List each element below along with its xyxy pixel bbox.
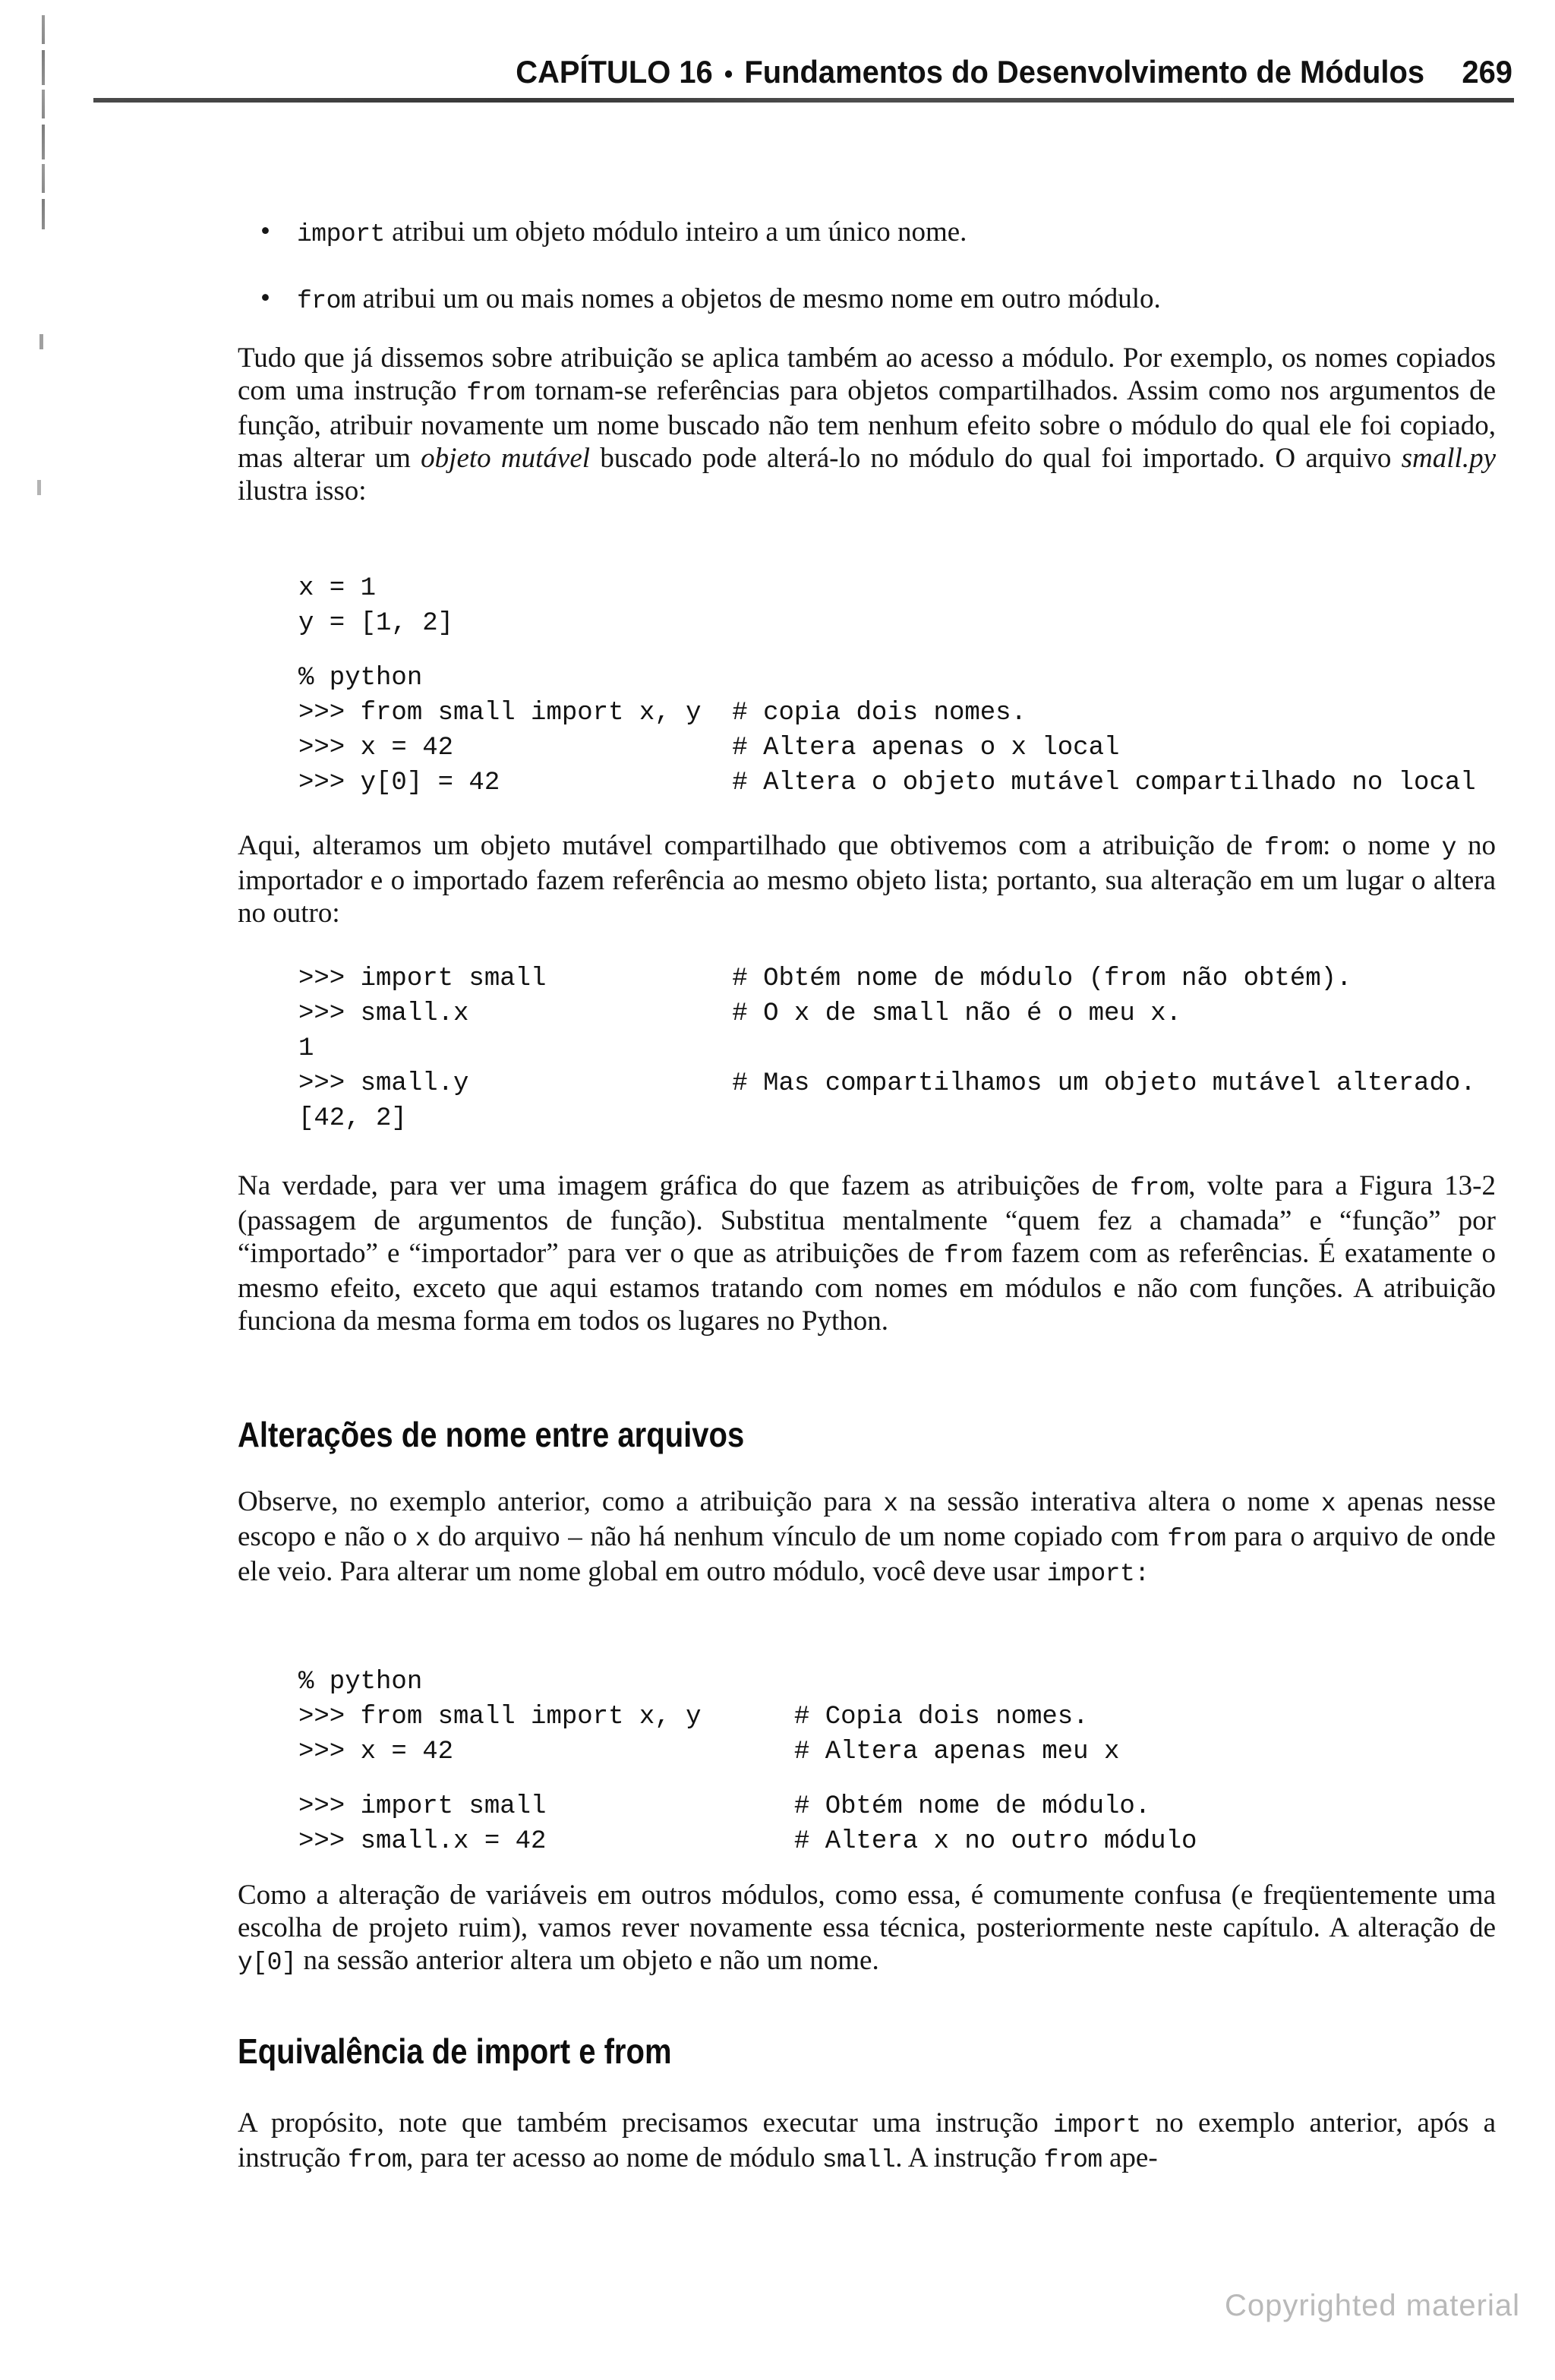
text-segment: from bbox=[943, 1242, 1002, 1270]
paragraph bbox=[238, 1169, 1496, 1337]
text-segment: . A instrução bbox=[895, 2142, 1044, 2173]
code-line: >>> from small import x, y # Copia dois nomes. bbox=[298, 1703, 1089, 1731]
paragraph bbox=[238, 1485, 1496, 1590]
code-block-change-other-module bbox=[298, 1665, 1513, 1859]
code-line: y = [1, 2] bbox=[298, 609, 454, 638]
bullet-icon: • bbox=[260, 216, 270, 247]
code-line: >>> small.x # O x de small não é o meu x. bbox=[298, 999, 1181, 1028]
code-gap bbox=[298, 1769, 1513, 1789]
text-segment: atribui um objeto módulo inteiro a um único nome. bbox=[384, 216, 967, 248]
code-line: % python bbox=[298, 664, 423, 693]
text-segment: tornam-se referências para objetos compartilhados. Assim como nos argumentos de função, atribuir novamente um nome buscado não tem nenhum efeito sobre o módulo do qual ele foi copiado, mas alterar um bbox=[238, 375, 1496, 474]
text-segment: ape- bbox=[1102, 2142, 1158, 2173]
text-segment: Observe, no exemplo anterior, como a atribuição para bbox=[238, 1486, 884, 1517]
text-segment: Tudo que já dissemos sobre atribuição se aplica também ao acesso a módulo. Por exemplo, os nomes copiados com uma instrução bbox=[238, 342, 1496, 406]
text-segment: no importador e o importado fazem referência ao mesmo objeto lista; portanto, sua alteração em um lugar o altera no outro: bbox=[238, 830, 1497, 929]
text-segment: from bbox=[1130, 1174, 1189, 1202]
text-segment: import bbox=[297, 220, 385, 248]
text-segment: na sessão anterior altera um objeto e não um nome. bbox=[296, 1945, 879, 1976]
text-segment: para o arquivo de onde ele veio. Para alterar um nome global em outro módulo, você deve usar bbox=[238, 1521, 1496, 1587]
list-item bbox=[238, 216, 1496, 251]
paragraph bbox=[238, 342, 1496, 507]
bullet-text bbox=[297, 216, 967, 248]
list-item bbox=[238, 283, 1496, 317]
text-segment: from bbox=[1167, 1525, 1226, 1553]
chapter-title: Fundamentos do Desenvolvimento de Módulos bbox=[744, 54, 1425, 90]
text-segment: from bbox=[347, 2146, 407, 2174]
scan-artifact-tick bbox=[37, 480, 41, 495]
bullet-text bbox=[297, 283, 1161, 314]
paragraph bbox=[238, 2107, 1496, 2176]
text-segment: buscado pode alterá-lo no módulo do qual foi importado. O arquivo bbox=[590, 443, 1402, 474]
code-line: >>> small.x = 42 # Altera x no outro módulo bbox=[298, 1827, 1197, 1856]
section-heading-name-changes: Alterações de nome entre arquivos bbox=[238, 1415, 745, 1454]
code-line: >>> from small import x, y # copia dois nomes. bbox=[298, 699, 1027, 728]
text-segment: no exemplo anterior, após a instrução bbox=[238, 2107, 1496, 2173]
copyright-watermark: Copyrighted material bbox=[1224, 2289, 1520, 2322]
text-segment: y bbox=[1441, 834, 1456, 862]
scan-artifact-line bbox=[42, 15, 45, 229]
code-gap bbox=[298, 641, 1513, 661]
text-segment: x bbox=[883, 1490, 898, 1518]
text-segment: Aqui, alteramos um objeto mutável compartilhado que obtivemos com a atribuição de bbox=[238, 830, 1264, 861]
text-segment: from bbox=[1043, 2146, 1102, 2174]
text-segment: small bbox=[822, 2146, 896, 2174]
text-segment: A propósito, note que também precisamos executar uma instrução bbox=[238, 2107, 1053, 2139]
section-heading-import-from-equivalence: Equivalência de import e from bbox=[238, 2031, 672, 2071]
text-segment: : o nome bbox=[1323, 830, 1442, 861]
text-segment: ilustra isso: bbox=[238, 475, 367, 507]
code-line: x = 1 bbox=[298, 574, 377, 603]
code-line: >>> import small # Obtém nome de módulo. bbox=[298, 1792, 1151, 1821]
text-segment: Como a alteração de variáveis em outros módulos, como essa, é comumente confusa (e freqüentemente uma escolha de projeto ruim), vamos rever novamente essa técnica, posteriormente neste capítulo. A alteração de bbox=[238, 1880, 1496, 1943]
text-segment: fazem com as referências. É exatamente o mesmo efeito, exceto que aqui estamos tratando com nomes em módulos e não com funções. A atribuição funciona da mesma forma em todos os lugares no Python. bbox=[238, 1238, 1496, 1337]
text-segment: from bbox=[1263, 834, 1323, 862]
bullet-list bbox=[238, 216, 1496, 317]
code-line: % python bbox=[298, 1668, 423, 1697]
code-line: >>> small.y # Mas compartilhamos um objeto mutável alterado. bbox=[298, 1069, 1476, 1098]
text-segment: , volte para a Figura 13-2 (passagem de argumentos de função). Substitua mentalmente “quem fez a chamada” e “função” por “importado” e “importador” para ver o que as atribuições de bbox=[238, 1170, 1496, 1269]
header-rule bbox=[93, 98, 1514, 103]
code-line: >>> import small # Obtém nome de módulo (from não obtém). bbox=[298, 964, 1352, 993]
text-segment: Na verdade, para ver uma imagem gráfica do que fazem as atribuições de bbox=[238, 1170, 1131, 1201]
text-segment: y[0] bbox=[238, 1949, 297, 1977]
text-segment: , para ter acesso ao nome de módulo bbox=[406, 2142, 822, 2173]
code-block-small-py bbox=[298, 571, 1513, 800]
scan-artifact-tick bbox=[39, 334, 43, 349]
running-head bbox=[164, 56, 1512, 88]
text-segment: import bbox=[1052, 2111, 1141, 2139]
code-block-import-small bbox=[298, 961, 1513, 1136]
text-segment: import: bbox=[1046, 1560, 1150, 1588]
chapter-label: CAPÍTULO 16 bbox=[516, 54, 713, 90]
text-segment: from bbox=[297, 287, 356, 315]
header-separator-dot: • bbox=[724, 60, 733, 89]
text-segment: objeto mutável bbox=[421, 443, 591, 474]
code-line: >>> x = 42 # Altera apenas o x local bbox=[298, 734, 1120, 762]
text-segment: do arquivo – não há nenhum vínculo de um nome copiado com bbox=[430, 1521, 1168, 1552]
text-segment: apenas nesse escopo e não o bbox=[238, 1486, 1496, 1552]
text-segment: x bbox=[1320, 1490, 1336, 1518]
text-segment: na sessão interativa altera o nome bbox=[897, 1486, 1321, 1517]
code-line: >>> x = 42 # Altera apenas meu x bbox=[298, 1738, 1120, 1766]
paragraph bbox=[238, 829, 1496, 930]
code-line: >>> y[0] = 42 # Altera o objeto mutável compartilhado no local bbox=[298, 769, 1476, 797]
text-segment: x bbox=[415, 1525, 431, 1553]
code-line: 1 bbox=[298, 1034, 314, 1063]
text-segment: atribui um ou mais nomes a objetos de mesmo nome em outro módulo. bbox=[355, 283, 1161, 314]
paragraph bbox=[238, 1879, 1496, 1979]
text-segment: small.py bbox=[1401, 443, 1497, 474]
bullet-icon: • bbox=[260, 283, 270, 314]
text-segment: from bbox=[466, 379, 525, 407]
page-number: 269 bbox=[1462, 54, 1512, 90]
code-line: [42, 2] bbox=[298, 1104, 407, 1133]
